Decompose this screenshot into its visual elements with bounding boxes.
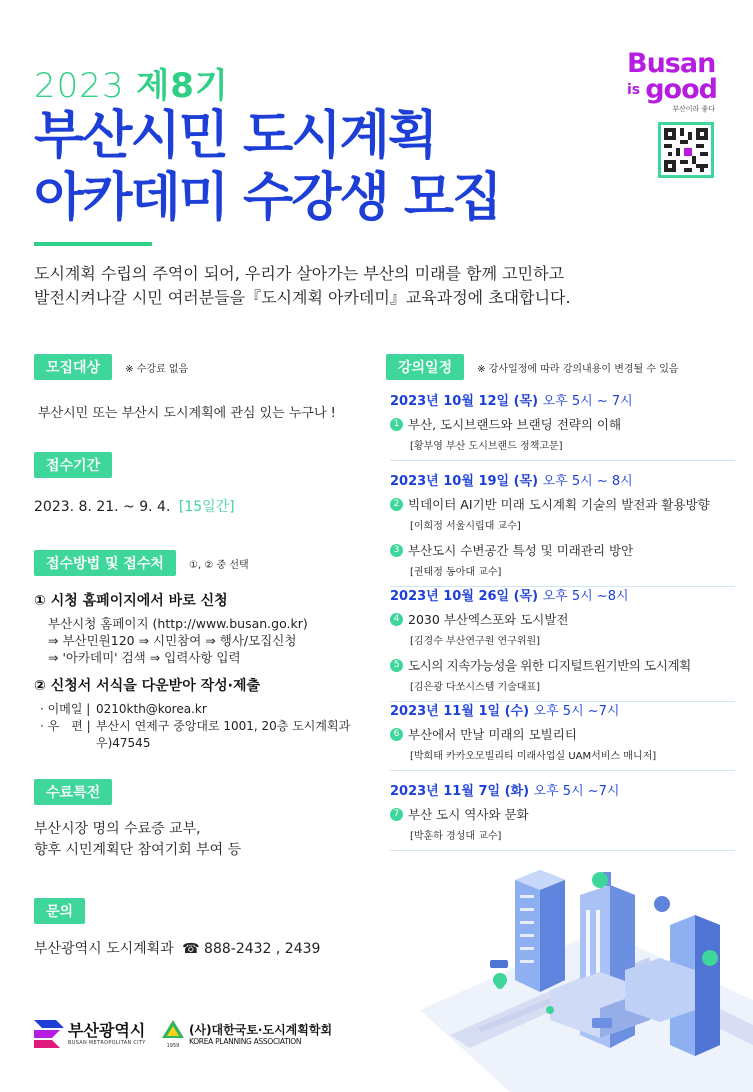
contact-phone: ☎ 888-2432 , 2439 — [182, 941, 321, 957]
item-number-badge: 6 — [390, 728, 403, 741]
target-tag: 모집대상 — [34, 354, 112, 380]
busan-city-logo — [34, 1020, 146, 1048]
target-note: ※ 수강료 없음 — [125, 364, 189, 375]
option-1-title: ① 시청 홈페이지에서 바로 신청 — [34, 593, 228, 609]
session-time: 오후 5시 ~7시 — [533, 704, 620, 719]
post-label: · 우 편 | — [40, 719, 91, 733]
qr-code[interactable] — [658, 122, 714, 178]
divider — [390, 850, 735, 851]
item-number-badge: 7 — [390, 808, 403, 821]
schedule-tag: 강의일정 — [386, 354, 464, 380]
session-date: 2023년 11월 7일 (화) — [390, 784, 530, 799]
contact-dept: 부산광역시 도시계획과 — [34, 941, 174, 957]
lecturer: [이희정 서울시립대 교수] — [410, 521, 521, 532]
option-1-line-1: 부산시청 홈페이지 (http://www.busan.go.kr) — [48, 616, 308, 631]
period-days: [15일간] — [178, 499, 235, 515]
session-5 — [390, 780, 736, 851]
divider — [390, 460, 735, 461]
title-line-1: 부산시민 도시계획 — [34, 106, 436, 166]
item-number-badge: 1 — [390, 418, 403, 431]
benefit-line-2: 향후 시민계획단 참여기회 부여 등 — [34, 842, 242, 858]
benefit-tag: 수료특전 — [34, 779, 112, 805]
kpa-name-en: KOREA PLANNING ASSOCIATION — [189, 1037, 302, 1046]
period-text: 2023. 8. 21. ~ 9. 4. — [34, 499, 171, 515]
lecture-title: 부산, 도시브랜드와 브랜딩 전략의 이해 — [408, 417, 622, 432]
lecturer: [박희태 카카오모빌리티 미래사업실 UAM서비스 매니저] — [410, 751, 657, 762]
title-underline — [34, 242, 152, 246]
intro-line-2: 발전시켜나갈 시민 여러분들을『도시계획 아카데미』교육과정에 초대합니다. — [34, 288, 571, 307]
session-date: 2023년 10월 12일 (목) — [390, 394, 539, 409]
busan-city-name-kr: 부산광역시 — [68, 1021, 146, 1040]
method-note: ①, ② 중 선택 — [189, 560, 249, 571]
kpa-emblem-icon — [162, 1020, 184, 1040]
contact-tag: 문의 — [34, 898, 85, 924]
benefit-text — [34, 819, 379, 861]
session-time: 오후 5시 ~7시 — [533, 784, 620, 799]
session-time: 오후 5시 ~ 7시 — [542, 394, 633, 409]
email-label: · 이메일 | — [40, 702, 91, 716]
divider — [390, 770, 735, 771]
contact-line — [34, 938, 379, 958]
generation-text: 제8기 — [136, 66, 229, 106]
lecturer: [권태정 동아대 교수] — [410, 567, 502, 578]
busan-city-emblem-icon — [34, 1020, 64, 1048]
kpa-logo — [162, 1020, 332, 1049]
item-number-badge: 5 — [390, 659, 403, 672]
session-time: 오후 5시 ~8시 — [542, 589, 629, 604]
period-section — [34, 452, 379, 516]
lecturer: [박훈하 경성대 교수] — [410, 831, 502, 842]
logo-word-is: is — [627, 82, 641, 98]
item-number-badge: 4 — [390, 613, 403, 626]
option-1-line-3: ⇒ '아카데미' 검색 ⇒ 입력사항 입력 — [48, 650, 241, 665]
method-tag: 접수방법 및 접수처 — [34, 550, 176, 576]
kpa-year: 1959 — [166, 1043, 180, 1049]
city-illustration — [420, 860, 753, 1092]
lecture-title: 부산 도시 역사와 문화 — [408, 807, 529, 822]
busan-city-name-en: BUSAN METROPOLITAN CITY — [68, 1040, 146, 1046]
item-number-badge: 3 — [390, 544, 403, 557]
qr-code-icon — [664, 128, 708, 172]
session-date: 2023년 10월 26일 (목) — [390, 589, 539, 604]
lecturer: [황부영 부산 도시브랜드 정책고문] — [410, 441, 563, 452]
year-heading — [34, 58, 229, 107]
session-time: 오후 5시 ~ 8시 — [542, 474, 633, 489]
email-value[interactable]: 0210kth@korea.kr — [96, 702, 207, 716]
logo-word-good: good — [645, 74, 717, 105]
benefit-line-1: 부산시장 명의 수료증 교부, — [34, 821, 201, 837]
session-4 — [390, 700, 736, 771]
contact-section — [34, 898, 379, 958]
lecture-title: 부산도시 수변공간 특성 및 미래관리 방안 — [408, 543, 634, 558]
intro-text — [34, 262, 654, 310]
target-section — [34, 354, 379, 421]
method-section — [34, 550, 379, 752]
option-1-details — [48, 615, 379, 666]
logo-tagline: 부산이라 좋다 — [672, 105, 715, 113]
year-text: 2023 — [34, 66, 125, 106]
lecture-title: 도시의 지속가능성을 위한 디지털트윈기반의 도시계획 — [408, 658, 691, 673]
session-date: 2023년 10월 19일 (목) — [390, 474, 539, 489]
title-line-2: 아카데미 수강생 모집 — [34, 168, 501, 228]
schedule-note: ※ 강사일정에 따라 강의내용이 변경될 수 있음 — [477, 364, 679, 375]
lecturer: [김경수 부산연구원 연구위원] — [410, 636, 541, 647]
post-value-2: 우)47545 — [96, 736, 151, 750]
period-tag: 접수기간 — [34, 452, 112, 478]
option-1-line-2: ⇒ 부산민원120 ⇒ 시민참여 ⇒ 행사/모집신청 — [48, 633, 297, 648]
busan-is-good-logo — [627, 48, 719, 114]
option-2-title: ② 신청서 서식을 다운받아 작성·제출 — [34, 678, 261, 694]
session-3 — [390, 585, 736, 702]
lecture-title: 빅데이터 AI기반 미래 도시계획 기술의 발전과 활용방향 — [408, 497, 710, 512]
period-line — [34, 496, 379, 516]
logo-word-busan: Busan — [627, 48, 716, 79]
session-2 — [390, 470, 736, 587]
intro-line-1: 도시계획 수립의 주역이 되어, 우리가 살아가는 부산의 미래를 함께 고민하고 — [34, 264, 564, 283]
kpa-name-kr: (사)대한국토·도시계획학회 — [189, 1023, 333, 1037]
session-1 — [390, 390, 736, 461]
lecture-title: 2030 부산엑스포와 도시발전 — [408, 612, 569, 627]
lecturer: [김은광 다쏘시스템 기술대표] — [410, 682, 541, 693]
lecture-title: 부산에서 만날 미래의 모빌리티 — [408, 727, 577, 742]
benefit-section — [34, 779, 379, 861]
target-text: 부산시민 또는 부산시 도시계획에 관심 있는 누구나 ! — [38, 406, 336, 421]
item-number-badge: 2 — [390, 498, 403, 511]
session-date: 2023년 11월 1일 (수) — [390, 704, 530, 719]
post-value-1: 부산시 연제구 중앙대로 1001, 20층 도시계획과 — [96, 719, 351, 733]
schedule-section — [386, 354, 736, 380]
option-2-details — [40, 701, 379, 752]
